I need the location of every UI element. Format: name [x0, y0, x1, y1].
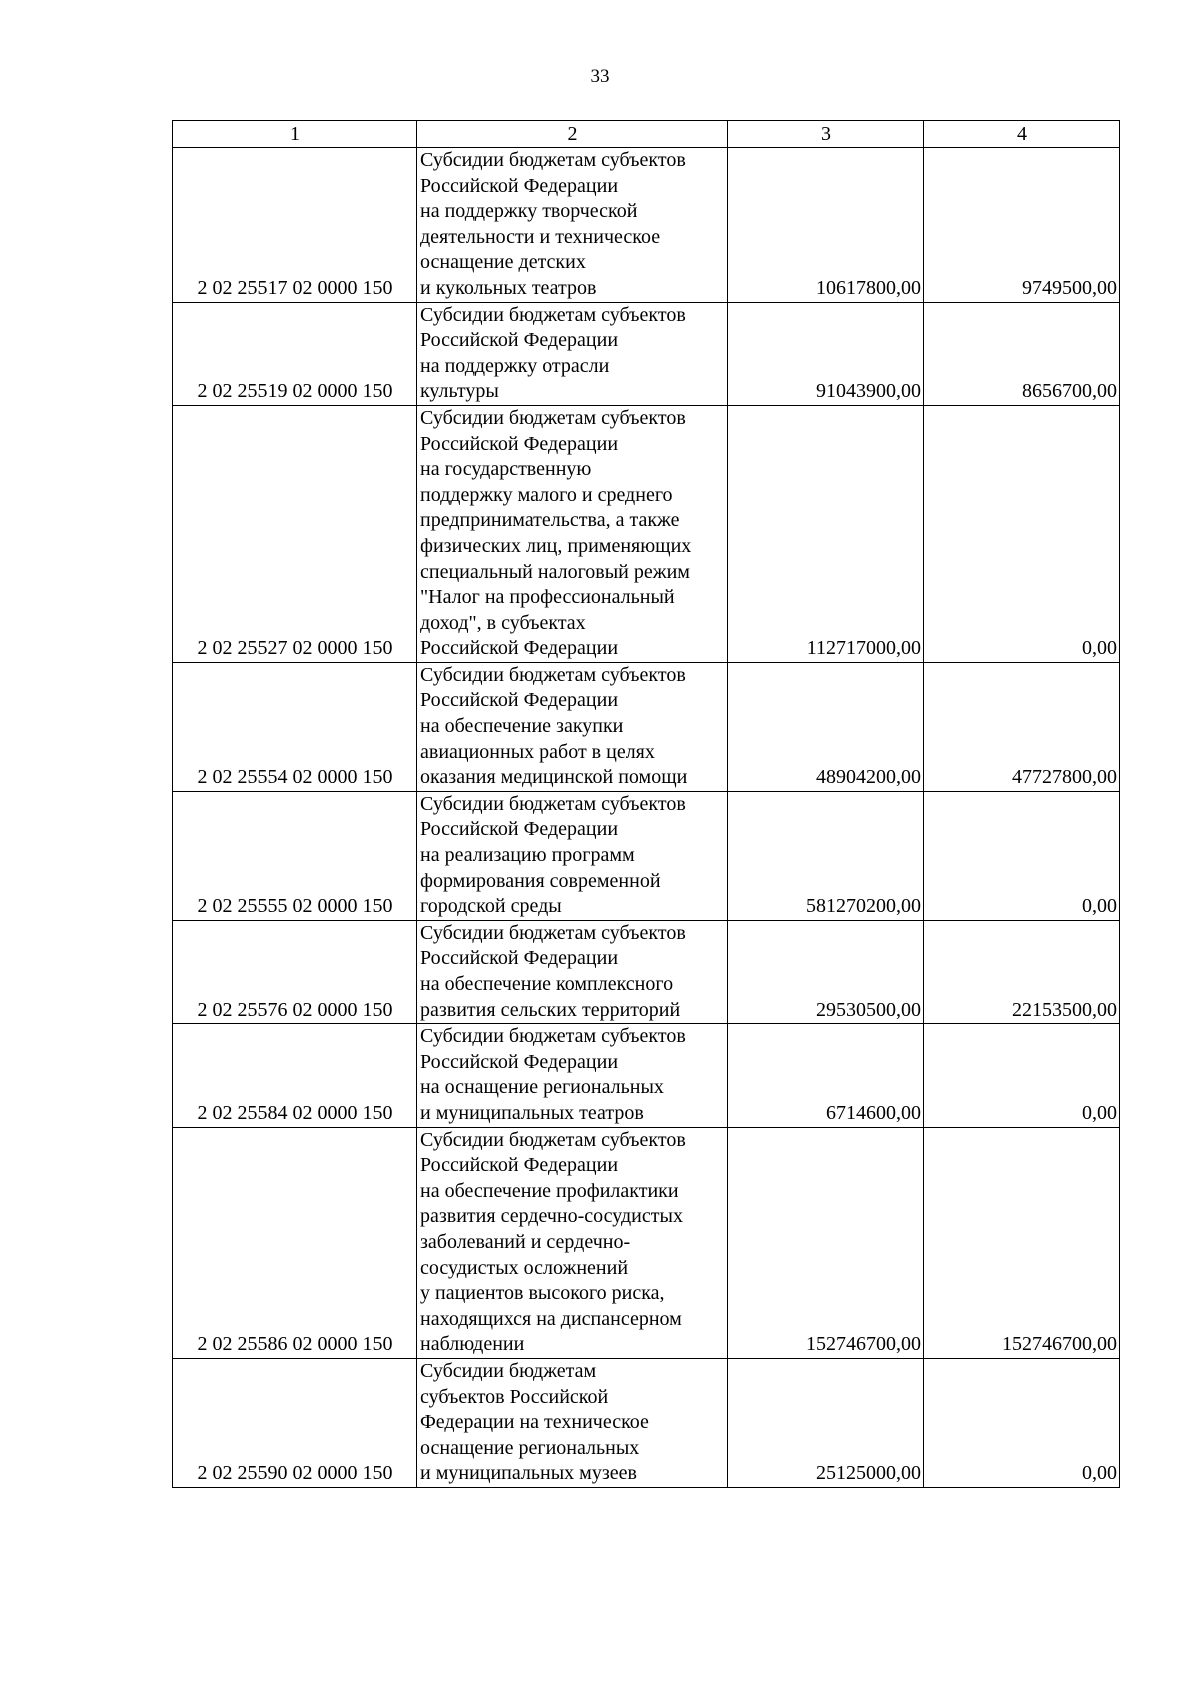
- table-row: [173, 662, 1120, 791]
- table-row: [173, 302, 1120, 405]
- description-cell: Субсидии бюджетам субъектов Российской Федерации на поддержку творческой деятельности и техническое оснащение детских и кукольных театров: [417, 148, 728, 303]
- budget-code-cell: 2 02 25554 02 0000 150: [173, 662, 417, 791]
- amount-col3-cell: 152746700,00: [728, 1127, 924, 1358]
- budget-code-cell: 2 02 25555 02 0000 150: [173, 791, 417, 920]
- budget-code-cell: 2 02 25517 02 0000 150: [173, 148, 417, 303]
- amount-col4-cell: 0,00: [924, 405, 1120, 662]
- table-row: [173, 920, 1120, 1023]
- amount-col3-cell: 91043900,00: [728, 302, 924, 405]
- amount-col3-cell: 25125000,00: [728, 1358, 924, 1487]
- amount-col3-cell: 6714600,00: [728, 1024, 924, 1127]
- table-row: [173, 791, 1120, 920]
- description-cell: Субсидии бюджетам субъектов Российской Федерации на оснащение региональных и муниципальных театров: [417, 1024, 728, 1127]
- description-cell: Субсидии бюджетам субъектов Российской Федерации на государственную поддержку малого и среднего предпринимательства, а также физических лиц, применяющих специальный налоговый режим "Налог на профессиональный доход", в субъектах Российской Федерации: [417, 405, 728, 662]
- table-row: [173, 1127, 1120, 1358]
- amount-col4-cell: 0,00: [924, 1358, 1120, 1487]
- column-header-4: 4: [924, 121, 1120, 148]
- budget-code-cell: 2 02 25586 02 0000 150: [173, 1127, 417, 1358]
- description-cell: Субсидии бюджетам субъектов Российской Федерации на реализацию программ формирования современной городской среды: [417, 791, 728, 920]
- amount-col3-cell: 581270200,00: [728, 791, 924, 920]
- table-row: [173, 1358, 1120, 1487]
- budget-code-cell: 2 02 25519 02 0000 150: [173, 302, 417, 405]
- amount-col3-cell: 112717000,00: [728, 405, 924, 662]
- description-cell: Субсидии бюджетам субъектов Российской Федерации на техническое оснащение региональных и муниципальных музеев: [417, 1358, 728, 1487]
- description-cell: Субсидии бюджетам субъектов Российской Федерации на поддержку отрасли культуры: [417, 302, 728, 405]
- description-cell: Субсидии бюджетам субъектов Российской Федерации на обеспечение закупки авиационных работ в целях оказания медицинской помощи: [417, 662, 728, 791]
- amount-col4-cell: 47727800,00: [924, 662, 1120, 791]
- budget-code-cell: 2 02 25590 02 0000 150: [173, 1358, 417, 1487]
- column-header-3: 3: [728, 121, 924, 148]
- amount-col3-cell: 10617800,00: [728, 148, 924, 303]
- amount-col4-cell: 0,00: [924, 791, 1120, 920]
- amount-col3-cell: 29530500,00: [728, 920, 924, 1023]
- amount-col4-cell: 9749500,00: [924, 148, 1120, 303]
- amount-col4-cell: 0,00: [924, 1024, 1120, 1127]
- amount-col4-cell: 22153500,00: [924, 920, 1120, 1023]
- table-row: [173, 1024, 1120, 1127]
- budget-table: [172, 120, 1120, 1488]
- amount-col4-cell: 152746700,00: [924, 1127, 1120, 1358]
- description-cell: Субсидии бюджетам субъектов Российской Федерации на обеспечение комплексного развития сельских территорий: [417, 920, 728, 1023]
- page-number: 33: [590, 66, 610, 87]
- amount-col4-cell: 8656700,00: [924, 302, 1120, 405]
- budget-code-cell: 2 02 25527 02 0000 150: [173, 405, 417, 662]
- table-row: [173, 148, 1120, 303]
- column-header-2: 2: [417, 121, 728, 148]
- amount-col3-cell: 48904200,00: [728, 662, 924, 791]
- budget-code-cell: 2 02 25584 02 0000 150: [173, 1024, 417, 1127]
- budget-code-cell: 2 02 25576 02 0000 150: [173, 920, 417, 1023]
- description-cell: Субсидии бюджетам субъектов Российской Федерации на обеспечение профилактики развития сердечно-сосудистых заболеваний и сердечно- сосудистых осложнений у пациентов высокого риска, находящихся на диспансерном наблюдении: [417, 1127, 728, 1358]
- table-header-row: [173, 121, 1120, 148]
- table-row: [173, 405, 1120, 662]
- column-header-1: 1: [173, 121, 417, 148]
